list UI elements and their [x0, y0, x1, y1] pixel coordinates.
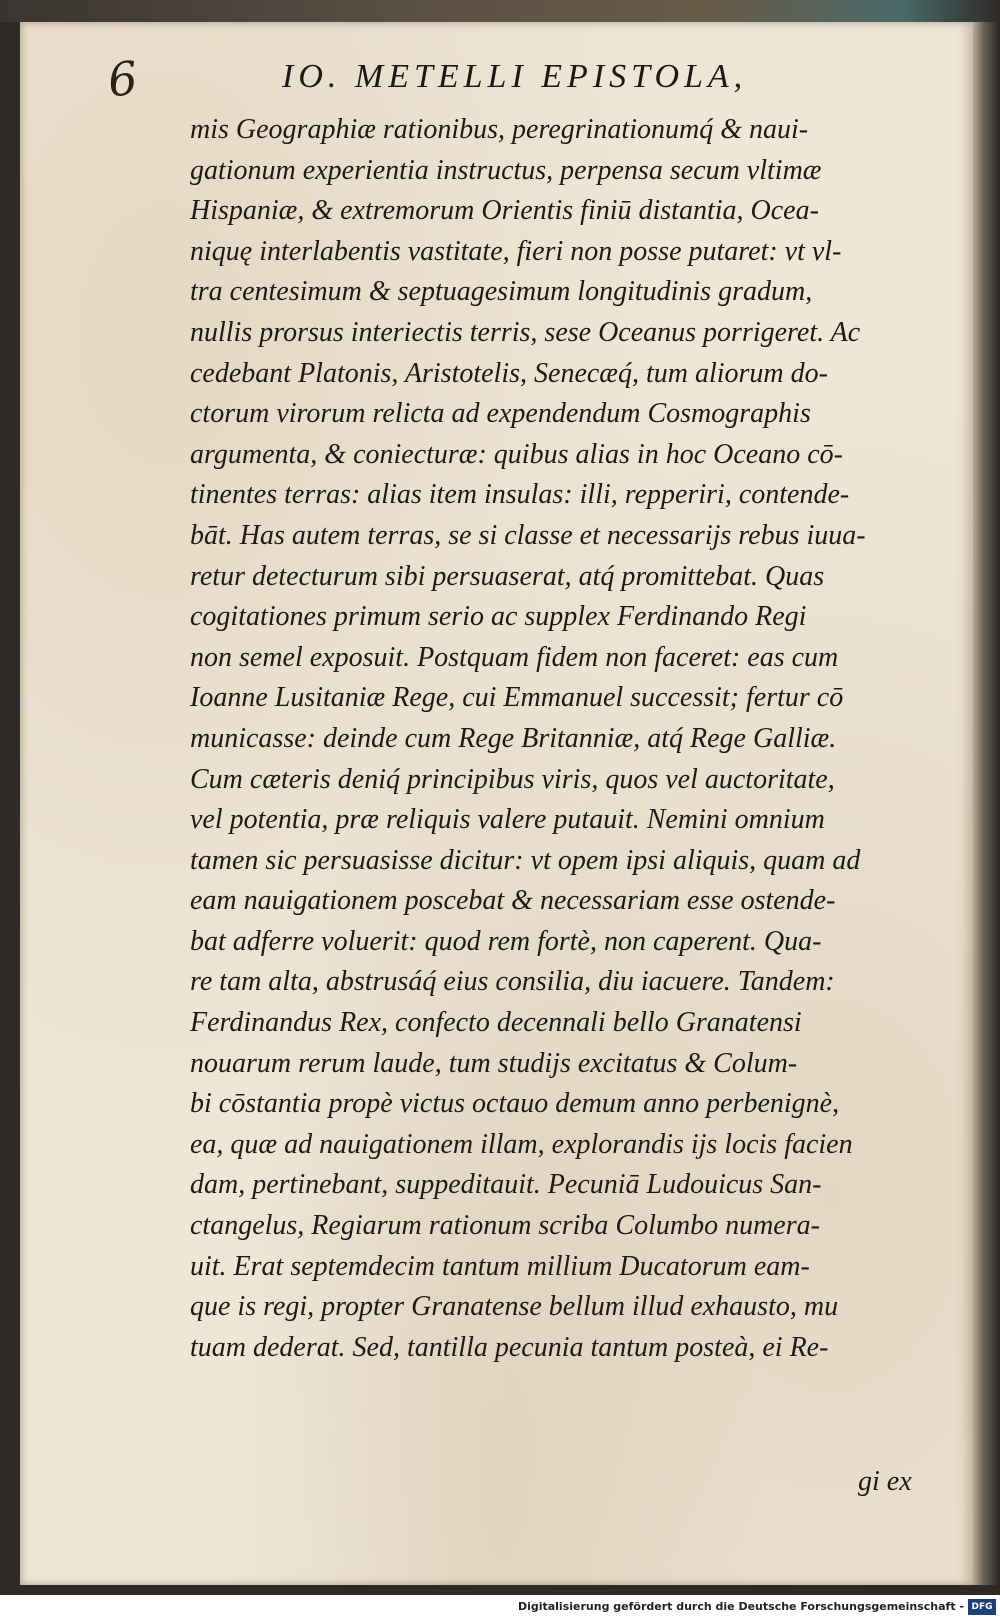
text-line: bāt. Has autem terras, se si classe et necessarijs rebus iuua-: [190, 519, 866, 551]
book-binding-edge: [973, 22, 1000, 1585]
text-line: municasse: deinde cum Rege Britanniæ, atq́ Rege Galliæ.: [190, 722, 837, 754]
text-line: cogitationes primum serio ac supplex Ferdinando Regi: [190, 601, 807, 633]
text-line: gationum experientia instructus, perpensa secum vltimæ: [190, 154, 822, 186]
text-line: Cum cæteris deniq́ principibus viris, quos vel auctoritate,: [190, 763, 835, 795]
text-line: argumenta, & coniecturæ: quibus alias in hoc Oceano cō-: [190, 438, 843, 470]
text-line: Hispaniæ, & extremorum Orientis finiū distantia, Ocea-: [190, 195, 819, 227]
text-line: nouarum rerum laude, tum studijs excitatus & Colum-: [190, 1047, 798, 1079]
page-number: 6: [105, 50, 141, 108]
text-line: mis Geographiæ rationibus, peregrinationumq́ & naui-: [190, 114, 809, 145]
text-line: non semel exposuit. Postquam fidem non faceret: eas cum: [190, 641, 839, 673]
text-line: ctorum virorum relicta ad expendendum Cosmographis: [190, 398, 811, 430]
text-line: eam nauigationem poscebat & necessariam esse ostende-: [190, 885, 836, 917]
catchword: gi ex: [858, 1466, 912, 1497]
text-line: nullis prorsus interiectis terris, sese Oceanus porrigeret. Ac: [190, 316, 861, 348]
text-line: niquę interlabentis vastitate, fieri non posse putaret: vt vl-: [190, 235, 842, 267]
running-head: IO. METELLI EPISTOLA,: [282, 58, 748, 95]
text-line: ea, quæ ad nauigationem illam, explorandis ijs locis facien: [190, 1128, 853, 1160]
text-line: uit. Erat septemdecim tantum millium Ducatorum eam-: [190, 1250, 810, 1282]
digitization-footer: [0, 1595, 1000, 1621]
text-line: bi cōstantia propè victus octauo demum anno perbenignè,: [190, 1088, 840, 1120]
text-line: tuam dederat. Sed, tantilla pecunia tantum posteà, ei Re-: [190, 1331, 829, 1363]
text-line: tinentes terras: alias item insulas: illi, repperiri, contende-: [190, 479, 850, 511]
book-top-edge: [0, 0, 1000, 22]
footer-credit-text: Digitalisierung gefördert durch die Deutsche Forschungsgemeinschaft -: [517, 1600, 964, 1613]
text-line: cedebant Platonis, Aristotelis, Senecæq́, tum aliorum do-: [190, 357, 828, 389]
text-line: retur detecturum sibi persuaserat, atq́ promittebat. Quas: [190, 560, 825, 592]
text-line: re tam alta, abstrusáq́ eius consilia, diu iacuere. Tandem:: [190, 966, 835, 998]
text-line: ctangelus, Regiarum rationum scriba Columbo numera-: [190, 1210, 820, 1242]
text-line: Ioanne Lusitaniæ Rege, cui Emmanuel successit; fertur cō: [190, 682, 844, 714]
text-line: bat adferre voluerit: quod rem fortè, non caperent. Qua-: [190, 925, 822, 957]
text-line: vel potentia, præ reliquis valere putauit. Nemini omnium: [190, 804, 825, 836]
text-line: Ferdinandus Rex, confecto decennali bello Granatensi: [190, 1007, 802, 1039]
text-line: dam, pertinebant, suppeditauit. Pecuniā Ludouicus San-: [190, 1169, 822, 1201]
text-line: tra centesimum & septuagesimum longitudinis gradum,: [190, 276, 813, 308]
body-text: [190, 110, 950, 1368]
text-line: tamen sic persuasisse dicitur: vt opem ipsi aliquis, quam ad: [190, 844, 861, 876]
text-line: que is regi, propter Granatense bellum illud exhausto, mu: [190, 1291, 839, 1323]
dfg-logo: DFG: [968, 1599, 996, 1615]
